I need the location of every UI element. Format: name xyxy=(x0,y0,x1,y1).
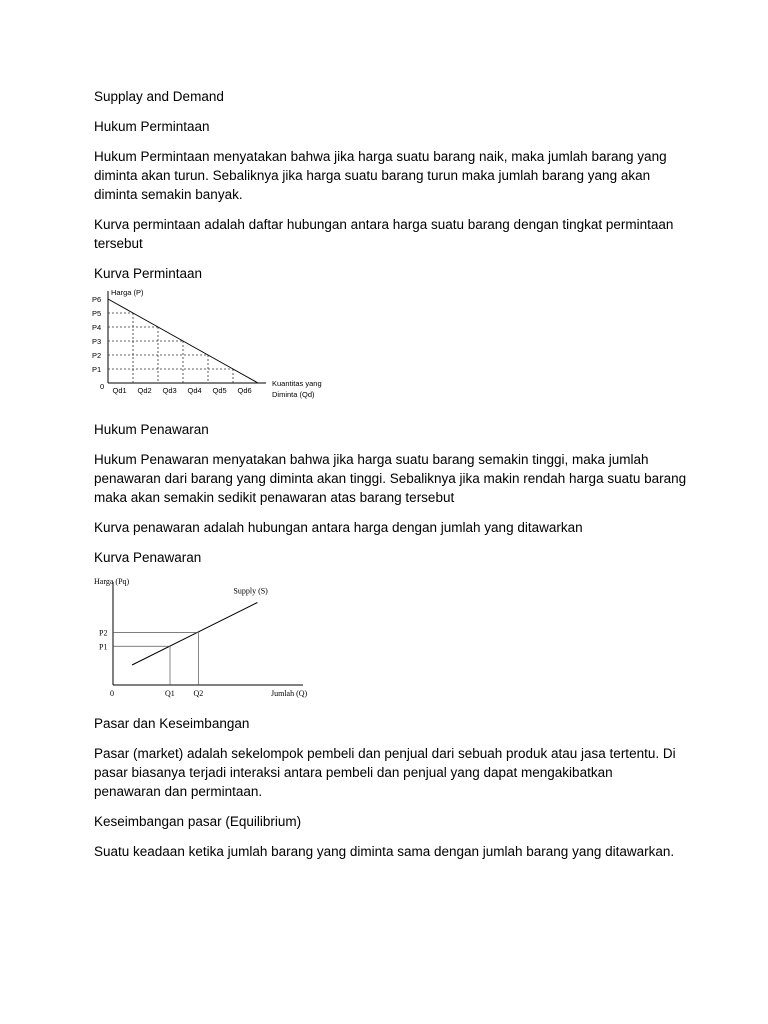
x-tick-label: Qd4 xyxy=(187,386,202,395)
x-axis-label: Jumlah (Q) xyxy=(271,689,308,698)
supply-label: Supply (S) xyxy=(233,586,268,596)
y-tick-label: P4 xyxy=(92,323,102,332)
paragraph-line: maka akan semakin sedikit penawaran atas barang tersebut xyxy=(94,490,455,505)
heading-hukum-penawaran: Hukum Penawaran xyxy=(94,422,209,437)
y-tick-label: P1 xyxy=(92,365,102,374)
y-tick-label: P6 xyxy=(92,295,102,304)
paragraph-line: Pasar (market) adalah sekelompok pembeli dan penjual dari sebuah produk atau jasa tertentu. Di xyxy=(94,746,676,761)
heading-pasar-keseimbangan: Pasar dan Keseimbangan xyxy=(94,716,250,731)
paragraph-pasar xyxy=(94,744,684,801)
supply-line xyxy=(132,603,257,666)
paragraph-line: penawaran dari barang yang diminta akan tinggi. Sebaliknya jika makin rendah harga suatu barang xyxy=(94,471,687,486)
paragraph-line: penawaran dan permintaan. xyxy=(94,784,263,799)
paragraph-keseimbangan: Suatu keadaan ketika jumlah barang yang diminta sama dengan jumlah barang yang ditawarkan. xyxy=(94,844,675,859)
x-tick-label: Qd1 xyxy=(112,386,127,395)
x-tick-label: Qd5 xyxy=(212,386,227,395)
supply-curve-chart xyxy=(94,574,324,700)
paragraph-line: Hukum Permintaan menyatakan bahwa jika harga suatu barang naik, maka jumlah barang yang xyxy=(94,149,667,164)
heading-keseimbangan-pasar: Keseimbangan pasar (Equilibrium) xyxy=(94,814,302,829)
y-tick-label: P2 xyxy=(99,628,108,638)
document-title: Supplay and Demand xyxy=(94,89,224,104)
paragraph-line: Hukum Penawaran menyatakan bahwa jika harga suatu barang semakin tinggi, maka jumlah xyxy=(94,452,649,467)
x-tick-label: Qd2 xyxy=(137,386,152,395)
x-axis-label: Kuantitas yang xyxy=(272,379,322,388)
paragraph-hukum-permintaan xyxy=(94,147,684,204)
paragraph-kurva-penawaran: Kurva penawaran adalah hubungan antara harga dengan jumlah yang ditawarkan xyxy=(94,520,583,535)
x-tick-label: Qd3 xyxy=(162,386,177,395)
demand-curve-chart xyxy=(92,286,332,410)
heading-kurva-permintaan: Kurva Permintaan xyxy=(94,266,203,281)
document-page xyxy=(92,87,687,861)
paragraph-line: diminta semakin banyak. xyxy=(94,187,243,202)
x-tick-label: Q1 xyxy=(165,689,175,698)
y-tick-label: P3 xyxy=(92,337,102,346)
origin-label: 0 xyxy=(100,382,105,391)
paragraph-kurva-permintaan xyxy=(94,215,684,253)
paragraph-line: diminta akan turun. Sebaliknya jika harga suatu barang turun maka jumlah barang yang akan xyxy=(94,168,651,183)
paragraph-line: tersebut xyxy=(94,236,143,251)
heading-kurva-penawaran: Kurva Penawaran xyxy=(94,550,202,565)
y-axis-label: Harga (Pq) xyxy=(94,577,130,586)
heading-hukum-permintaan: Hukum Permintaan xyxy=(94,119,210,134)
paragraph-line: Kurva permintaan adalah daftar hubungan antara harga suatu barang dengan tingkat permintaan xyxy=(94,217,674,232)
paragraph-hukum-penawaran xyxy=(94,450,687,507)
x-tick-label: Q2 xyxy=(193,689,204,698)
y-tick-label: P5 xyxy=(92,309,102,318)
y-tick-label: P1 xyxy=(99,642,108,652)
paragraph-line: pasar biasanya terjadi interaksi antara pembeli dan penjual yang dapat mengakibatkan xyxy=(94,765,613,780)
x-tick-label: Qd6 xyxy=(237,386,252,395)
origin-label: 0 xyxy=(110,689,114,698)
y-axis-label: Harga (P) xyxy=(111,288,144,297)
y-tick-label: P2 xyxy=(92,351,102,360)
x-axis-label: Diminta (Qd) xyxy=(272,390,315,399)
